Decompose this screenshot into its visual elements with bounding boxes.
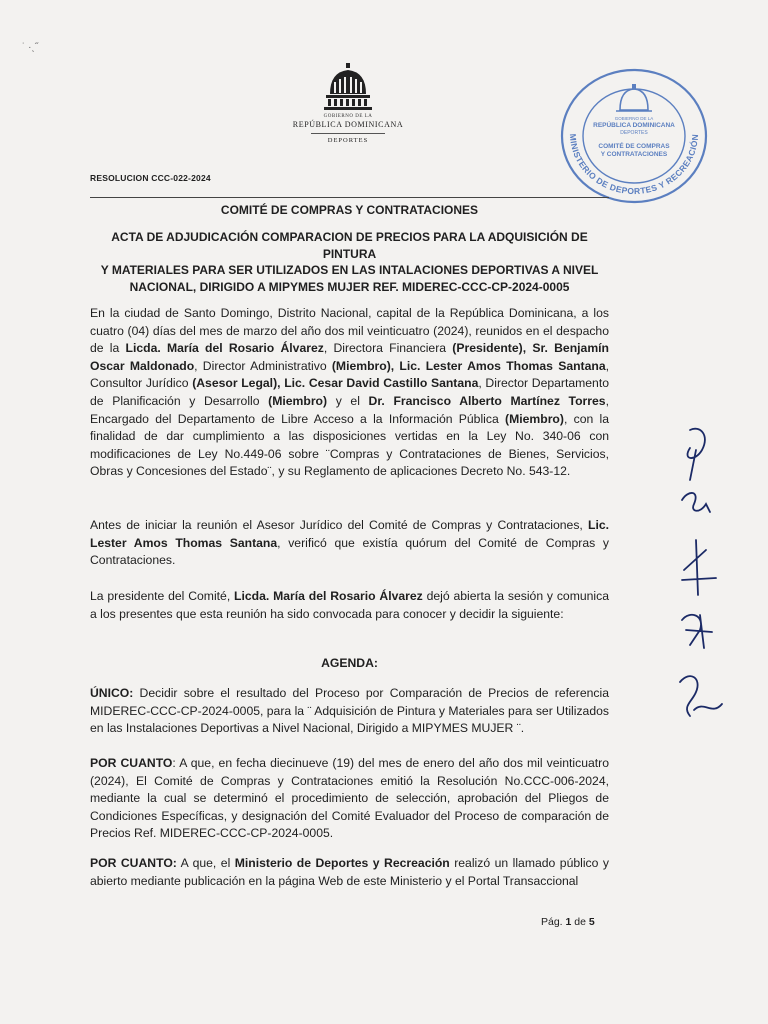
stamp-line5: Y CONTRATACIONES: [600, 151, 668, 158]
page-number: [541, 916, 595, 928]
resolution-number: RESOLUCION CCC-022-2024: [90, 173, 211, 183]
text-bold: 1: [565, 916, 572, 928]
text: , Directora Financiera: [323, 341, 453, 356]
stamp-line1: GOBIERNO DE LA: [614, 116, 654, 121]
act-title-line: Y MATERIALES PARA SER UTILIZADOS EN LAS INTALACIONES DEPORTIVAS A NIVEL: [100, 263, 599, 277]
agenda-item: [90, 685, 609, 738]
text: : A que, en fecha diecinueve (19) del mes de enero del año dos mil veinticuatro (2024), El Comité de Compras y Contrataciones emitió la Resolución No.CCC-006-2024, mediante la cual se determinó el procedimiento de selección, aprobación del Pliegos de Condiciones Específicas, y designación del Comité Evaluador del Proceso de comparación de Precios Ref. MIDEREC-CCC-CP-2024-0005.: [90, 756, 609, 841]
crest-country: REPÚBLICA DOMINICANA: [292, 120, 404, 129]
quorum-paragraph: [90, 517, 609, 570]
por-cuanto-paragraph: [90, 755, 609, 843]
handwritten-initials: [660, 420, 750, 760]
header-divider: [90, 197, 609, 198]
text: En la ciudad de Santo Domingo, Distrito Nacional, capital de la República Dominicana, a los cuatro (04) días del mes de marzo del año dos mil veinticuatro (2024), reunidos en el despacho de la: [90, 306, 609, 356]
intro-paragraph: [90, 305, 609, 481]
crest-department: DEPORTES: [327, 137, 369, 144]
text: dejó abierta la sesión y comunica a los presentes que esta reunión ha sido convocada para conocer y decidir la siguiente:: [90, 589, 610, 621]
act-title-line: NACIONAL, DIRIGIDO A MIPYMES MUJER REF. MIDEREC-CCC-CP-2024-0005: [129, 279, 570, 294]
text: Decidir sobre el resultado del Proceso por Comparación de Precios de referencia MIDEREC-CCC-CP-2024-0005, para la ¨ Adquisición de Pintura y Materiales para ser Utilizados en las Instalaciones Deportivas a Nivel Nacional, Dirigido a MIPYMES MUJER ¨.: [90, 686, 609, 736]
text: de: [571, 916, 589, 928]
text-bold: (Miembro), Lic. Lester Amos Thomas Santana: [331, 358, 606, 373]
text: , verificó que existía quórum del Comité de Compras y Contrataciones.: [90, 535, 609, 568]
text: La presidente del Comité,: [90, 589, 235, 603]
act-title-line: ACTA DE ADJUDICACIÓN COMPARACION DE PRECIOS PARA LA ADQUISICIÓN DE PINTURA: [111, 230, 588, 261]
text: A que, el: [176, 856, 235, 870]
committee-title: COMITÉ DE COMPRAS Y CONTRATACIONES: [220, 203, 479, 217]
text-bold: Lic. Lester Amos Thomas Santana: [90, 518, 609, 550]
text-bold: ÚNICO:: [90, 686, 134, 700]
text: , Consultor Jurídico: [90, 358, 610, 391]
text-bold: Dr. Francisco Alberto Martínez Torres: [368, 393, 606, 408]
capitol-dome-icon: [318, 62, 378, 112]
text: y el: [327, 393, 369, 408]
agenda-heading: AGENDA:: [321, 656, 378, 670]
act-title: [90, 229, 609, 295]
stamp-line4: COMITÉ DE COMPRAS: [598, 143, 670, 150]
text-bold: 5: [588, 916, 595, 928]
text-bold: (Presidente), Sr. Benjamín Oscar Maldonado: [90, 341, 609, 373]
text-bold: Licda. María del Rosario Álvarez: [125, 341, 324, 356]
text-bold: Ministerio de Deportes y Recreación: [234, 856, 450, 870]
stamp-line3: DEPORTES: [620, 130, 648, 136]
text-bold: (Miembro): [268, 393, 328, 408]
text-bold: (Asesor Legal), Lic. Cesar David Castillo Santana: [192, 376, 479, 391]
text: , Encargado del Departamento de Libre Acceso a la Información Pública: [90, 393, 609, 426]
stamp-line2: REPÚBLICA DOMINICANA: [593, 122, 675, 129]
text-bold: Licda. María del Rosario Álvarez: [234, 589, 423, 603]
government-crest: [288, 62, 408, 144]
stamp-dome-icon: [616, 84, 652, 111]
text-bold: POR CUANTO: [90, 756, 173, 770]
crest-divider: [311, 133, 385, 134]
stamp-ring-path: MINISTERIO DE DEPORTES Y RECREACIÓN: [567, 133, 701, 197]
text-bold: POR CUANTO:: [90, 856, 177, 870]
text: realizó un llamado público y abierto mediante publicación en la página Web de este Ministerio y el Portal Transaccional: [90, 856, 609, 888]
text: , con la finalidad de dar cumplimiento a las disposiciones vertidas en la Ley No. 340-06 con modificaciones de Ley No.449-06 sobre ¨Compras y Contrataciones de Bienes, Servicios, Obras y Concesiones del Estado¨, y su Reglamento de aplicaciones Decreto No. 543-12.: [90, 411, 610, 479]
text: Antes de iniciar la reunión el Asesor Jurídico del Comité de Compras y Contrataciones,: [90, 518, 588, 532]
scan-mark: ˙ ·ˎ˝: [22, 42, 39, 53]
official-stamp: [552, 64, 712, 214]
opening-paragraph: [90, 588, 609, 623]
por-cuanto-paragraph: [90, 855, 609, 890]
crest-small-text: GOBIERNO DE LA: [323, 114, 373, 119]
text: , Director Departamento de Planificación y Desarrollo: [90, 376, 609, 408]
text-bold: (Miembro): [505, 411, 564, 426]
text: Pág.: [541, 916, 566, 928]
text: , Director Administrativo: [194, 358, 332, 373]
